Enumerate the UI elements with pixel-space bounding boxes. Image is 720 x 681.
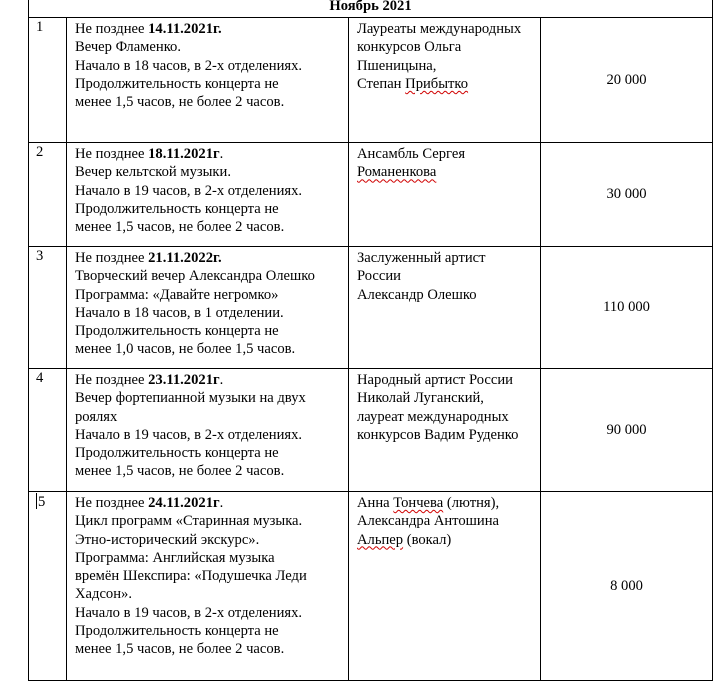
performers-cell: Заслуженный артист России Александр Олешко [349, 247, 541, 369]
performers-cell: Лауреаты международных конкурсов Ольга Пшеницына, Степан Прибытко [349, 18, 541, 143]
text-cursor [36, 493, 37, 509]
concert-date: 21.11.2022г. [148, 250, 222, 266]
program-cell: Не позднее 14.11.2021г. Вечер Фламенко. Начало в 18 часов, в 2-х отделениях. Продолжительность концерта не менее 1,5 часов, не более 2 часов. [67, 18, 349, 143]
program-cell: Не позднее 18.11.2021г. Вечер кельтской музыки. Начало в 19 часов, в 2-х отделениях. Продолжительность концерта не менее 1,5 часов, не более 2 часов. [67, 143, 349, 247]
table-row [29, 492, 713, 681]
program-cell: Не позднее 24.11.2021г. Цикл программ «Старинная музыка. Этно-исторический экскурс». Программа: Английская музыка времён Шекспира: «Подушечка Леди Хадсон». Начало в 19 часов, в 2-х отделениях. Продолжительность концерта не менее 1,5 часов, не более 2 часов. [67, 492, 349, 681]
table-header-row [29, 0, 713, 18]
fee-cell: 110 000 [541, 247, 713, 369]
spellcheck-word: Тончева [393, 495, 444, 511]
row-number: 5 [29, 492, 67, 681]
table-row [29, 18, 713, 143]
row-number: 3 [29, 247, 67, 369]
concert-date: 23.11.2021г [148, 372, 220, 388]
month-header: Ноябрь 2021 [29, 0, 713, 18]
performers-cell: Ансамбль Сергея Романенкова [349, 143, 541, 247]
row-number: 1 [29, 18, 67, 143]
spellcheck-word: Романенкова [357, 164, 437, 181]
table-row [29, 369, 713, 492]
spellcheck-word: Альпер [357, 531, 404, 548]
concert-date: 24.11.2021г [148, 495, 220, 511]
concert-date: 14.11.2021г. [148, 21, 222, 37]
concert-date: 18.11.2021г [148, 146, 220, 162]
row-number: 2 [29, 143, 67, 247]
row-number: 4 [29, 369, 67, 492]
fee-cell: 8 000 [541, 492, 713, 681]
concert-schedule-table [28, 0, 713, 681]
fee-cell: 20 000 [541, 18, 713, 143]
spellcheck-word: Прибытко [405, 75, 469, 92]
table-row [29, 247, 713, 369]
performers-cell: Анна Тончева (лютня), Александра Антошина Альпер (вокал) [349, 492, 541, 681]
fee-cell: 30 000 [541, 143, 713, 247]
program-cell: Не позднее 21.11.2022г. Творческий вечер Александра Олешко Программа: «Давайте негромко» Начало в 18 часов, в 1 отделении. Продолжительность концерта не менее 1,0 часов, не более 1,5 часов. [67, 247, 349, 369]
program-cell: Не позднее 23.11.2021г. Вечер фортепианной музыки на двух роялях Начало в 19 часов, в 2-х отделениях. Продолжительность концерта не менее 1,5 часов, не более 2 часов. [67, 369, 349, 492]
performers-cell: Народный артист России Николай Луганский, лауреат международных конкурсов Вадим Руденко [349, 369, 541, 492]
fee-cell: 90 000 [541, 369, 713, 492]
table-row [29, 143, 713, 247]
